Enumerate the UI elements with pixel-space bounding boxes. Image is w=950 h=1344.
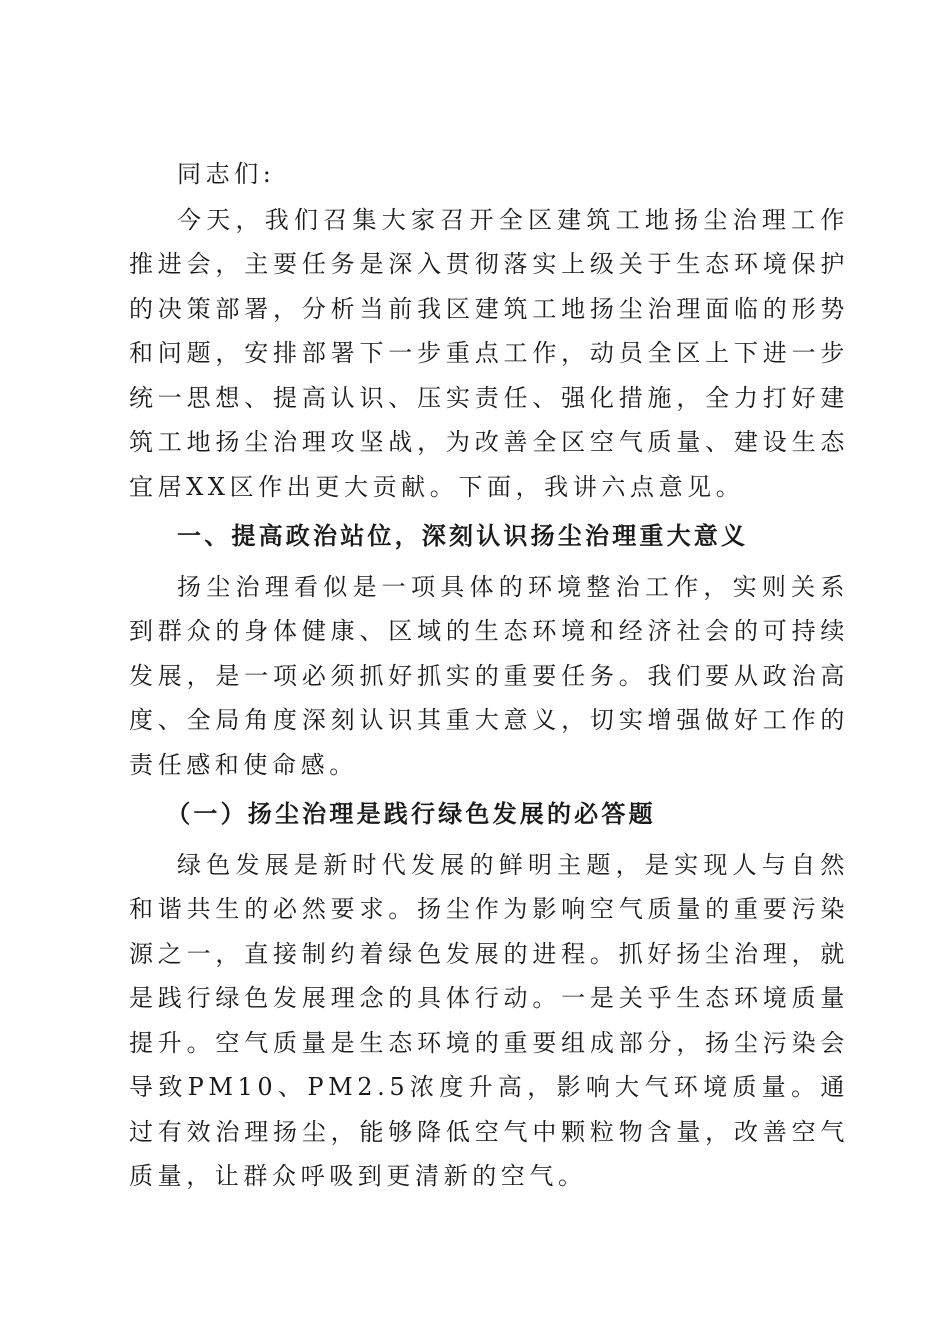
document-body [129, 152, 849, 1200]
intro-paragraph: 今天，我们召集大家召开全区建筑工地扬尘治理工作推进会，主要任务是深入贯彻落实上级关于生态环境保护的决策部署，分析当前我区建筑工地扬尘治理面临的形势和问题，安排部署下一步重点工作，动员全区上下进一步统一思想、提高认识、压实责任、强化措施，全力打好建筑工地扬尘治理攻坚战，为改善全区空气质量、建设生态宜居XX区作出更大贡献。下面，我讲六点意见。 [129, 205, 849, 501]
subsection-heading-1: （一）扬尘治理是践行绿色发展的必答题 [166, 800, 656, 828]
section-1-paragraph: 扬尘治理看似是一项具体的环境整治工作，实则关系到群众的身体健康、区域的生态环境和经济社会的可持续发展，是一项必须抓好抓实的重要任务。我们要从政治高度、全局角度深刻认识其重大意义，切实增强做好工作的责任感和使命感。 [129, 572, 849, 779]
salutation: 同志们: [177, 160, 276, 188]
section-heading-1: 一、提高政治站位，深刻认识扬尘治理重大意义 [177, 522, 749, 550]
subsection-1-paragraph: 绿色发展是新时代发展的鲜明主题，是实现人与自然和谐共生的必然要求。扬尘作为影响空气质量的重要污染源之一，直接制约着绿色发展的进程。抓好扬尘治理，就是践行绿色发展理念的具体行动。一是关乎生态环境质量提升。空气质量是生态环境的重要组成部分，扬尘污染会导致PM10、PM2.5浓度升高，影响大气环境质量。通过有效治理扬尘，能够降低空气中颗粒物含量，改善空气质量，让群众呼吸到更清新的空气。 [129, 850, 849, 1190]
